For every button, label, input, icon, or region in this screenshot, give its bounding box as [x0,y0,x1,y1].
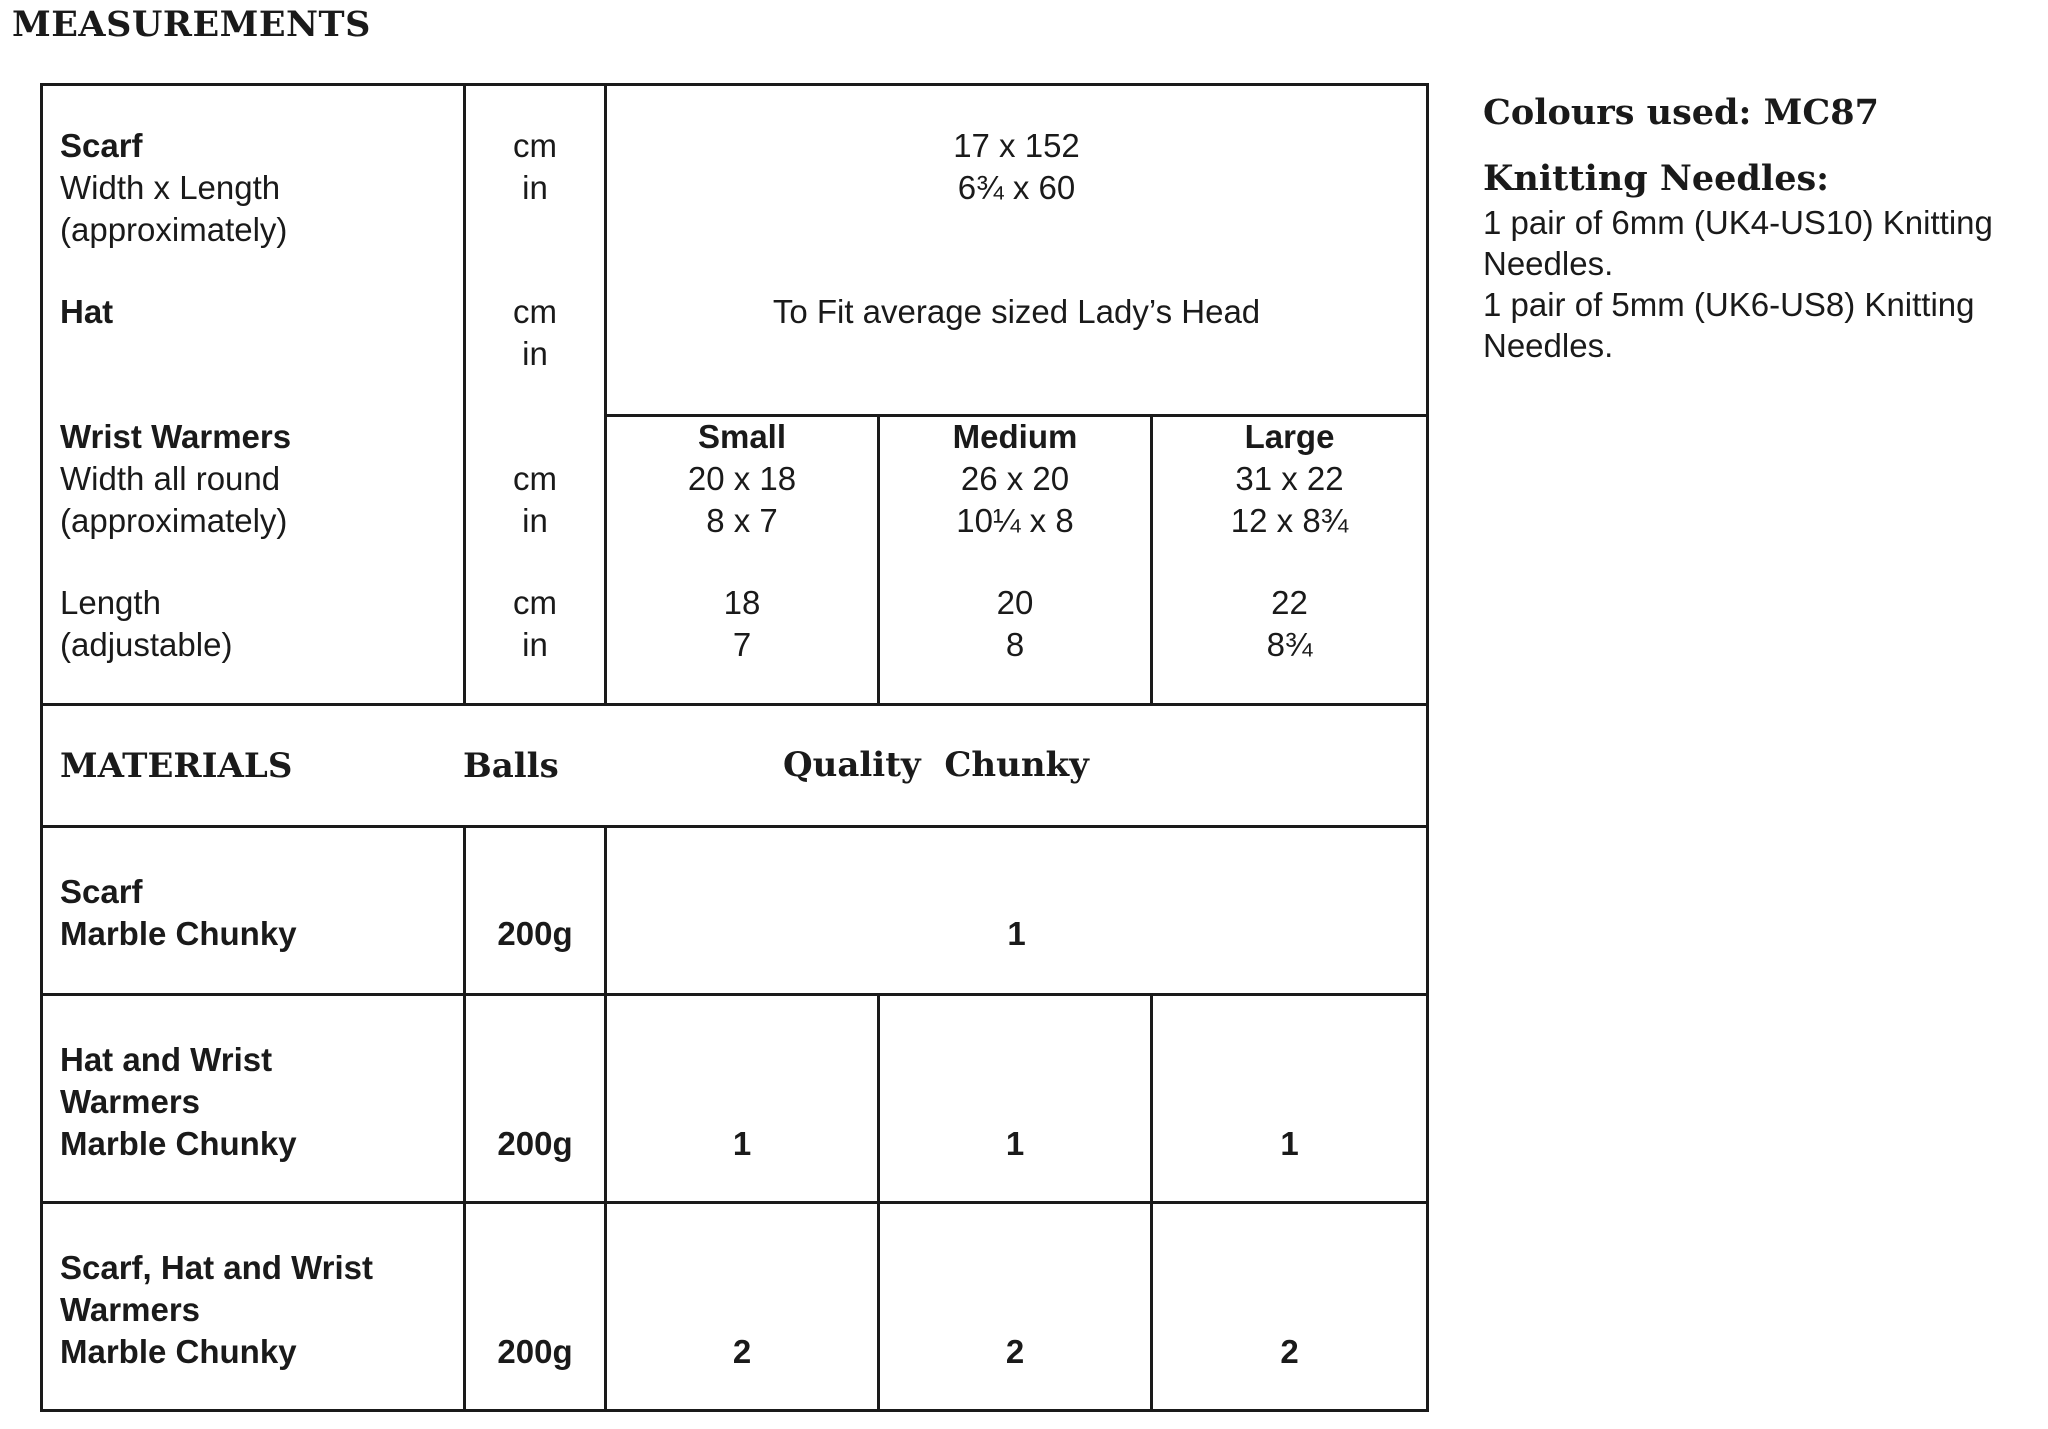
material-row-hat-wrist-name-line-2: Warmers [60,1083,201,1120]
hat-unit-cm: cm [513,293,557,330]
material-row-scarf-name-line-1: Scarf [60,873,143,910]
scarf-unit-cm: cm [513,127,557,164]
material-row-scarf-value: 1 [1007,915,1026,952]
scarf-name: Scarf [60,127,143,164]
material-row-all-name-line-2: Warmers [60,1291,201,1328]
wrist-width-unit-in: in [522,502,548,539]
material-row-all-weight: 200g [497,1333,573,1370]
materials-balls-heading: Balls [463,746,559,786]
size-small-length-in: 7 [732,626,752,663]
wrist-length-label [60,582,232,666]
hat-name: Hat [60,293,114,330]
scarf-value-in: 6¾ x 60 [957,169,1076,206]
materials-quality-heading: Quality Chunky [783,745,1089,785]
scarf-units [466,125,604,209]
wrist-length-desc-1: Length [60,584,161,621]
size-small-length-cm: 18 [723,584,761,621]
material-row-all-medium: 2 [1005,1333,1025,1370]
table-divider-materials-header [40,825,1429,828]
colours-used-heading: Colours used: MC87 [1483,92,1879,133]
size-large-length-cm: 22 [1271,584,1308,621]
material-row-hat-wrist-weight: 200g [497,1125,573,1162]
hat-units [466,291,604,375]
size-small-length [607,582,877,666]
size-medium-length [880,582,1150,666]
needles-line-4: Needles. [1483,327,1614,364]
size-large-length [1153,582,1426,666]
wrist-length-units [466,582,604,666]
knitting-needles-list [1483,202,1993,366]
size-medium-length-cm: 20 [996,584,1034,621]
table-border-left [40,83,43,1412]
scarf-desc-1: Width x Length [60,169,281,206]
size-small-width [607,416,877,542]
material-row-all-small: 2 [732,1333,752,1370]
material-row-hat-wrist-name-line-3: Marble Chunky [60,1125,297,1162]
knitting-needles-heading: Knitting Needles: [1483,158,1830,199]
material-row-all-name-line-1: Scarf, Hat and Wrist [60,1249,373,1286]
table-divider-row-2 [40,993,1429,996]
materials-heading: MATERIALS [60,746,293,786]
needles-line-3: 1 pair of 5mm (UK6-US8) Knitting [1483,286,1975,323]
size-small-width-in: 8 x 7 [706,502,778,539]
hat-value: To Fit average sized Lady’s Head [772,293,1261,330]
material-row-all-name-line-3: Marble Chunky [60,1333,297,1370]
material-row-hat-wrist-medium: 1 [1005,1125,1025,1162]
size-medium-width-in: 10¼ x 8 [956,502,1074,539]
wrist-length-unit-in: in [522,626,548,663]
material-row-scarf-name [60,871,297,955]
hat-unit-in: in [522,335,548,372]
scarf-label [60,125,287,251]
wrist-warmers-label [60,416,291,542]
material-row-scarf-weight: 200g [497,915,573,952]
wrist-width-units [466,458,604,542]
size-medium-width-cm: 26 x 20 [960,460,1070,497]
size-small-label: Small [697,418,787,455]
material-row-scarf-name-line-2: Marble Chunky [60,915,297,952]
size-small-width-cm: 20 x 18 [687,460,797,497]
material-row-hat-wrist-name-line-1: Hat and Wrist [60,1041,273,1078]
size-medium-width [880,416,1150,542]
material-row-hat-wrist-small: 1 [732,1125,752,1162]
size-large-width-cm: 31 x 22 [1235,460,1344,497]
material-row-hat-wrist-large: 1 [1280,1125,1299,1162]
table-border-right [1426,83,1429,1412]
material-row-all-name [60,1247,373,1373]
wrist-width-desc-2: (approximately) [60,502,288,539]
size-large-label: Large [1244,418,1335,455]
table-border-bottom [40,1409,1429,1412]
size-large-width-in: 12 x 8¾ [1230,502,1349,539]
scarf-desc-2: (approximately) [60,211,288,248]
wrist-length-unit-cm: cm [513,584,557,621]
table-divider-row-3 [40,1201,1429,1204]
needles-line-1: 1 pair of 6mm (UK4-US10) Knitting [1483,204,1993,241]
wrist-warmers-name: Wrist Warmers [60,418,292,455]
table-border-top [40,83,1429,86]
scarf-values [607,125,1426,209]
size-large-width [1153,416,1426,542]
page-title: MEASUREMENTS [12,4,371,45]
needles-line-2: Needles. [1483,245,1614,282]
wrist-width-unit-cm: cm [513,460,557,497]
material-row-hat-wrist-name [60,1039,297,1165]
size-medium-length-in: 8 [1005,626,1025,663]
scarf-value-cm: 17 x 152 [953,127,1080,164]
wrist-width-desc-1: Width all round [60,460,281,497]
size-medium-label: Medium [952,418,1078,455]
scarf-unit-in: in [522,169,548,206]
table-divider-materials-top [40,703,1429,706]
material-row-all-large: 2 [1280,1333,1299,1370]
wrist-length-desc-2: (adjustable) [60,626,233,663]
size-large-length-in: 8¾ [1266,626,1313,663]
